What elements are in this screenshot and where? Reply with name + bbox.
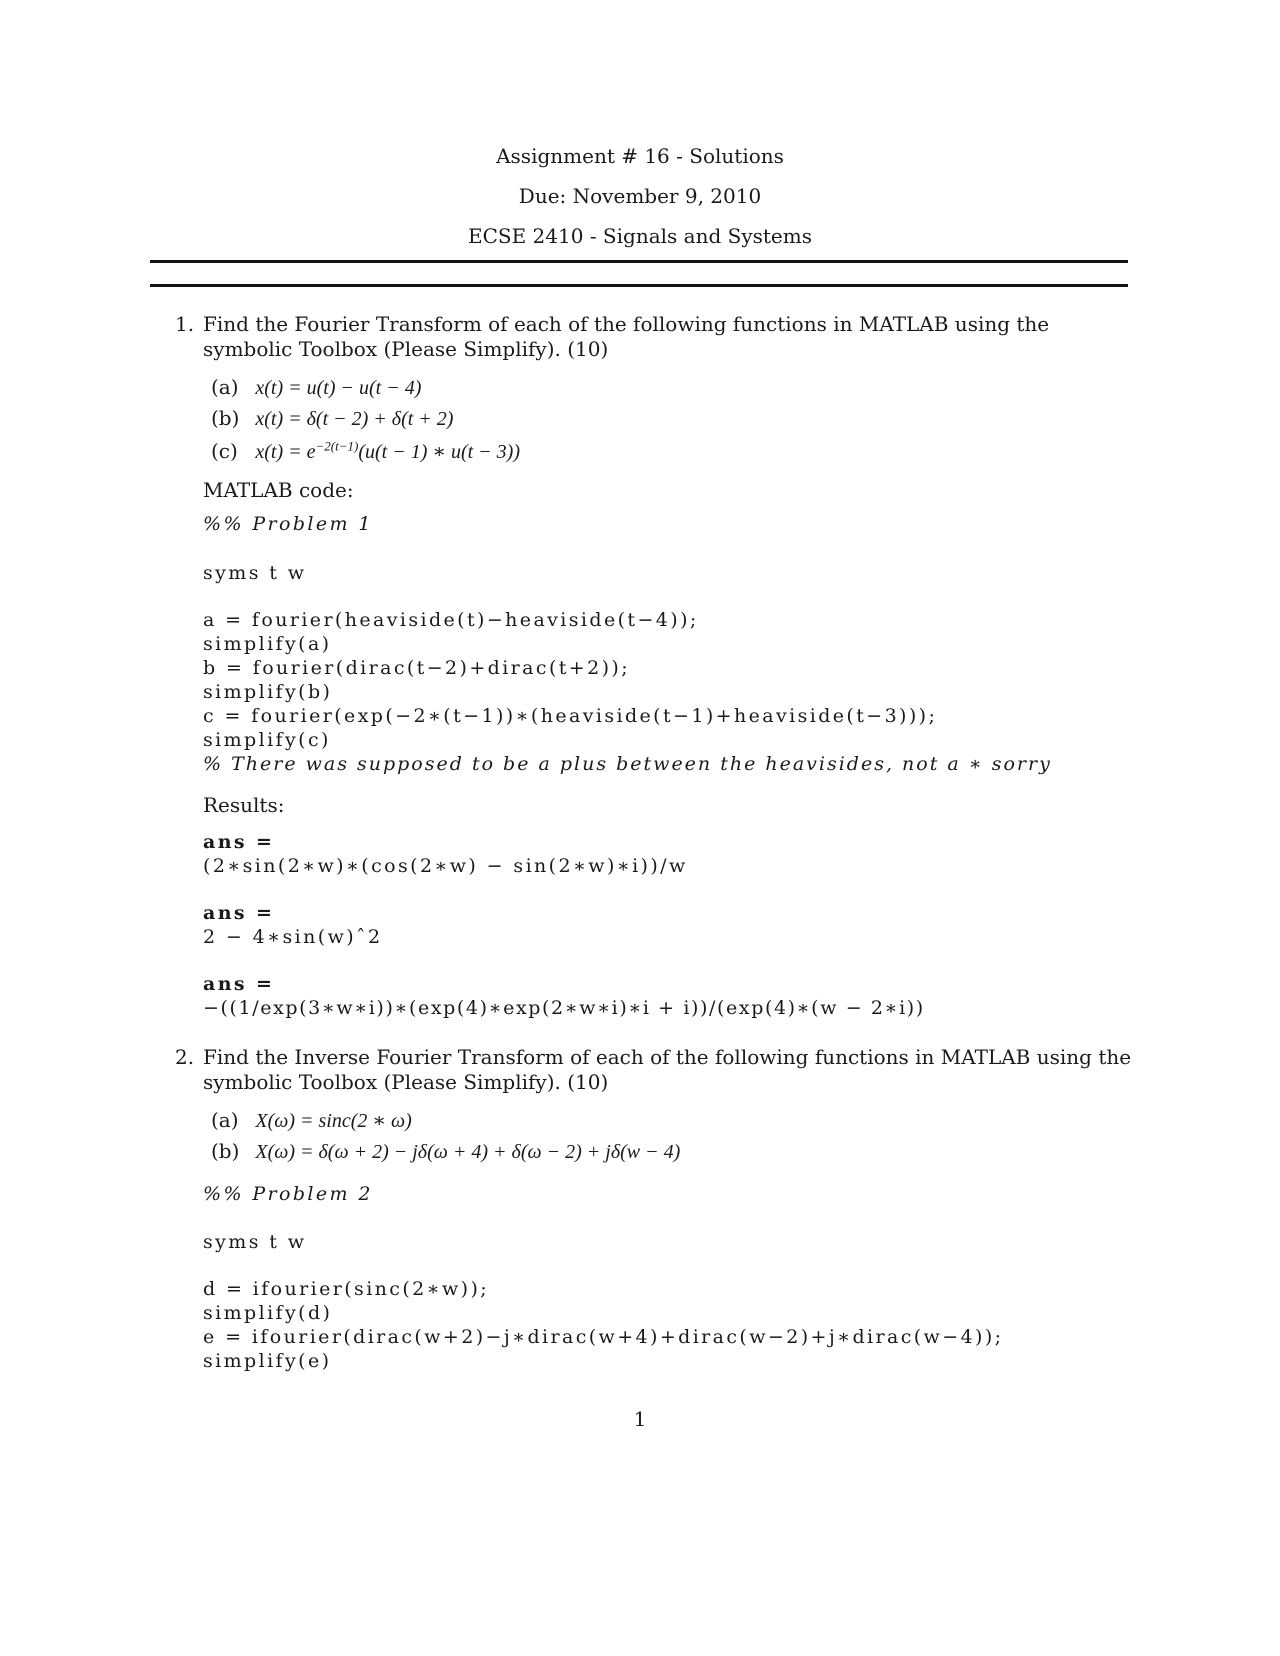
expr-rest: (u(t − 1) ∗ u(t − 3)) <box>358 440 520 463</box>
matlab-code-label: MATLAB code: <box>203 478 354 502</box>
course-name: ECSE 2410 - Signals and Systems <box>468 224 812 248</box>
code-comment: %% Problem 1 <box>203 513 373 535</box>
part-label: (b) <box>211 1139 240 1163</box>
code-line: a = fourier(heaviside(t)−heaviside(t−4)); <box>203 609 699 631</box>
header-rule-bottom <box>150 284 1128 287</box>
code-syms: syms t w <box>203 562 307 584</box>
code-line: simplify(b) <box>203 681 333 703</box>
expr-base: x(t) = e <box>255 440 316 463</box>
header-rule-top <box>150 260 1128 263</box>
problem-1-number: 1. <box>175 312 195 336</box>
part-expression: X(ω) = sinc(2 ∗ ω) <box>255 1110 412 1132</box>
document-title: Assignment # 16 - Solutions <box>496 144 784 168</box>
part-label: (b) <box>211 406 240 430</box>
due-date: Due: November 9, 2010 <box>518 184 762 208</box>
result-value: 2 − 4∗sin(w)ˆ2 <box>203 926 383 948</box>
part-expression: x(t) = δ(t − 2) + δ(t + 2) <box>255 408 454 430</box>
code-line: c = fourier(exp(−2∗(t−1))∗(heaviside(t−1)+heaviside(t−3))); <box>203 705 938 727</box>
part-label: (a) <box>211 1108 239 1132</box>
code-comment: %% Problem 2 <box>203 1183 373 1205</box>
problem-2-text: Find the Inverse Fourier Transform of each of the following functions in MATLAB using the symbolic Toolbox (Please Simplify). (10) <box>203 1045 1132 1094</box>
result-ans: ans = <box>203 973 275 995</box>
part-expression: X(ω) = δ(ω + 2) − jδ(ω + 4) + δ(ω − 2) + jδ(w − 4) <box>255 1141 681 1163</box>
code-syms: syms t w <box>203 1231 307 1253</box>
code-line: e = ifourier(dirac(w+2)−j∗dirac(w+4)+dirac(w−2)+j∗dirac(w−4)); <box>203 1326 1004 1348</box>
code-line: simplify(c) <box>203 729 331 751</box>
result-ans: ans = <box>203 831 275 853</box>
problem-1-part-b <box>211 406 453 431</box>
problem-2-number: 2. <box>175 1045 195 1069</box>
result-value: (2∗sin(2∗w)∗(cos(2∗w) − sin(2∗w)∗i))/w <box>203 855 688 877</box>
page-number: 1 <box>633 1407 647 1431</box>
problem-1-statement <box>175 312 1135 362</box>
part-label: (c) <box>211 438 238 463</box>
problem-2-part-a <box>211 1108 412 1133</box>
part-label: (a) <box>211 375 239 399</box>
problem-2-part-b <box>211 1139 680 1164</box>
problem-2-statement <box>175 1045 1135 1095</box>
problem-1-part-c <box>211 438 520 464</box>
code-line: b = fourier(dirac(t−2)+dirac(t+2)); <box>203 657 631 679</box>
code-line: d = ifourier(sinc(2∗w)); <box>203 1278 490 1300</box>
code-line: simplify(a) <box>203 633 332 655</box>
code-line: simplify(d) <box>203 1302 333 1324</box>
expr-exponent: −2(t−1) <box>315 438 359 453</box>
code-comment-note: % There was supposed to be a plus between the heavisides, not a ∗ sorry <box>203 753 1052 775</box>
problem-1-text: Find the Fourier Transform of each of the following functions in MATLAB using the symbolic Toolbox (Please Simplify). (10) <box>203 312 1050 361</box>
result-value: −((1/exp(3∗w∗i))∗(exp(4)∗exp(2∗w∗i)∗i + i))/(exp(4)∗(w − 2∗i)) <box>203 997 925 1019</box>
code-line: simplify(e) <box>203 1350 332 1372</box>
part-expression <box>255 438 520 463</box>
result-ans: ans = <box>203 902 275 924</box>
part-expression: x(t) = u(t) − u(t − 4) <box>255 377 422 399</box>
problem-1-part-a <box>211 375 421 400</box>
results-label: Results: <box>203 793 285 817</box>
